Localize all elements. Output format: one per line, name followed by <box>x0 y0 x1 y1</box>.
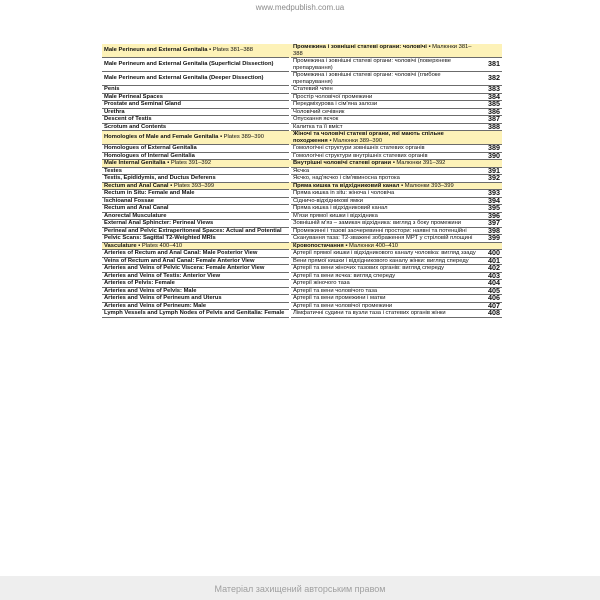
section-title-en: Male Internal Genitalia ▪ Plates 391–392 <box>102 160 289 168</box>
section-page-empty <box>478 44 502 58</box>
entry-title-ua: Пряма кишка і відхідниковий канал <box>291 205 478 213</box>
entry-title-ua: Гомологічні структури внутрішніх статевих органів <box>291 152 478 160</box>
section-title-ua-text: Промежина і зовнішні статеві органи: чоловічі <box>293 44 427 50</box>
entry-title-ua: Артерії та вени яєчка: вигляд спереду <box>291 272 478 280</box>
section-title-en: Rectum and Anal Canal ▪ Plates 393–399 <box>102 182 289 190</box>
entry-page-number: 385 <box>478 101 502 109</box>
entry-page-number: 405 <box>478 287 502 295</box>
entry-page-number: 397 <box>478 220 502 228</box>
entry-title-ua: Опускання яєчок <box>291 116 478 124</box>
section-title-en-text: Male Perineum and External Genitalia <box>104 47 208 54</box>
copyright-footer: Матеріал захищений авторським правом <box>214 584 386 594</box>
entry-page-number: 407 <box>478 302 502 310</box>
entry-page-number: 391 <box>478 167 502 175</box>
entry-title-en: Rectum and Anal Canal <box>102 205 289 213</box>
toc-entry-row <box>102 295 502 303</box>
entry-title-en: Urethra <box>102 108 289 116</box>
toc-entry-row <box>102 152 502 160</box>
entry-title-en: Ischioanal Fossae <box>102 197 289 205</box>
toc-entry-row <box>102 302 502 310</box>
section-title-en-text: Rectum and Anal Canal <box>104 182 169 189</box>
entry-page-number: 404 <box>478 280 502 288</box>
entry-page-number: 383 <box>478 86 502 94</box>
entry-title-ua: Передміхурова і сім'яна залози <box>291 101 478 109</box>
entry-title-en: Veins of Rectum and Anal Canal: Female Anterior View <box>102 257 289 265</box>
entry-title-ua: Пряма кишка in situ: жіноча і чоловіча <box>291 190 478 198</box>
toc-entry-row <box>102 93 502 101</box>
section-plates-ua: Малюнки 389–390 <box>333 137 383 144</box>
entry-page-number: 386 <box>478 108 502 116</box>
entry-title-ua: Сканування таза: Т2-зважені зображення МРТ у стріловій площині <box>291 235 478 243</box>
entry-page-number: 396 <box>478 212 502 220</box>
section-plates-ua: Малюнки 393–399 <box>404 182 454 189</box>
entry-title-en: Arteries and Veins of Perineum: Male <box>102 302 289 310</box>
entry-title-en: Prostate and Seminal Gland <box>102 101 289 109</box>
entry-page-number: 401 <box>478 257 502 265</box>
entry-title-ua: Зовнішній м'яз – замикач відхідника: вигляд з боку промежини <box>291 220 478 228</box>
section-title-en-text: Homologies of Male and Female Genitalia <box>104 134 219 141</box>
entry-page-number: 389 <box>478 145 502 153</box>
toc-entry-row <box>102 86 502 94</box>
section-header-row <box>102 182 502 190</box>
section-header-row <box>102 160 502 168</box>
entry-title-en: Descent of Testis <box>102 116 289 124</box>
entry-title-ua: Простір чоловічої промежини <box>291 93 478 101</box>
entry-title-ua: М'язи прямої кишки і відхідника <box>291 212 478 220</box>
contents-table <box>102 44 502 318</box>
toc-entry-row <box>102 123 502 131</box>
toc-entry-row <box>102 287 502 295</box>
entry-title-ua: Яєчко, над'яєчко і сім'явиносна протока <box>291 175 478 183</box>
section-title-ua-text: Кровопостачання <box>293 242 344 249</box>
entry-page-number: 384 <box>478 93 502 101</box>
toc-entry-row <box>102 108 502 116</box>
toc-entry-row <box>102 190 502 198</box>
section-header-row <box>102 44 502 58</box>
toc-entry-row <box>102 265 502 273</box>
section-plates-en: Plates 393–399 <box>173 182 215 189</box>
entry-title-ua: Промежина і зовнішні статеві органи: чоловічі (глибоке препарування) <box>291 72 478 86</box>
entry-title-en: Lymph Vessels and Lymph Nodes of Pelvis and Genitalia: Female <box>102 310 289 318</box>
toc-entry-row <box>102 220 502 228</box>
entry-title-ua: Промежинні і тазові заочеревинні простори: наявні та потенційні <box>291 227 478 235</box>
entry-title-en: Homologues of External Genitalia <box>102 145 289 153</box>
entry-title-en: Perineal and Pelvic Extraperitoneal Spaces: Actual and Potential <box>102 227 289 235</box>
entry-title-ua: Вени прямої кишки і відхідникового каналу жінки: вигляд спереду <box>291 257 478 265</box>
entry-page-number: 387 <box>478 116 502 124</box>
toc-entry-row <box>102 272 502 280</box>
toc-entry-row <box>102 175 502 183</box>
section-plates-en: Plates 389–390 <box>223 134 264 141</box>
entry-title-en: Rectum in Situ: Female and Male <box>102 190 289 198</box>
entry-page-number: 392 <box>478 175 502 183</box>
entry-title-ua: Артерії та вени жіночих тазових органів: вигляд спереду <box>291 265 478 273</box>
section-title-ua: Промежина і зовнішні статеві органи: чоловічі ▪ Малюнки 381–388 <box>291 44 478 58</box>
entry-page-number: 408 <box>478 310 502 318</box>
entry-title-ua: Артерії та вени чоловічої промежини <box>291 302 478 310</box>
entry-title-en: Arteries and Veins of Perineum and Uterus <box>102 295 289 303</box>
entry-title-en: Penis <box>102 86 289 94</box>
entry-page-number: 390 <box>478 152 502 160</box>
section-title-ua: Внутрішні чоловічі статеві органи ▪ Малюнки 391–392 <box>291 160 478 168</box>
entry-title-ua: Калитка та її вміст <box>291 123 478 131</box>
entry-title-ua: Артерії та вени чоловічого таза <box>291 287 478 295</box>
entry-page-number: 395 <box>478 205 502 213</box>
entry-title-en: Homologues of Internal Genitalia <box>102 152 289 160</box>
entry-title-ua: Промежина і зовнішні статеві органи: чоловічі (поверхневе препарування) <box>291 58 478 72</box>
section-title-ua: Пряма кишка та відхідниковий канал ▪ Малюнки 393–399 <box>291 182 478 190</box>
entry-title-en: Male Perineum and External Genitalia (Superficial Dissection) <box>102 58 289 72</box>
entry-page-number: 402 <box>478 265 502 273</box>
entry-page-number: 381 <box>478 58 502 72</box>
entry-title-en: Arteries and Veins of Pelvic Viscera: Female Anterior View <box>102 265 289 273</box>
contents-table-body <box>102 44 502 317</box>
entry-title-en: Testis, Epididymis, and Ductus Deferens <box>102 175 289 183</box>
section-title-ua-text: Внутрішні чоловічі статеві органи <box>293 160 392 166</box>
entry-title-ua: Артерії та вени промежини і матки <box>291 295 478 303</box>
entry-title-ua: Сідничо-відхідникові ямки <box>291 197 478 205</box>
entry-page-number: 382 <box>478 72 502 86</box>
section-title-ua-text: Пряма кишка та відхідниковий канал <box>293 182 400 189</box>
section-title-en: Vasculature ▪ Plates 400–410 <box>102 242 289 250</box>
toc-entry-row <box>102 101 502 109</box>
entry-title-en: Scrotum and Contents <box>102 123 289 131</box>
section-title-ua: Кровопостачання ▪ Малюнки 400–410 <box>291 242 478 250</box>
section-title-ua: Жіночі та чоловічі статеві органи, які мають спільне походження ▪ Малюнки 389–390 <box>291 131 478 145</box>
section-title-en-text: Male Internal Genitalia <box>104 160 166 166</box>
toc-entry-row <box>102 167 502 175</box>
entry-page-number: 399 <box>478 235 502 243</box>
entry-page-number: 406 <box>478 295 502 303</box>
entry-page-number: 403 <box>478 272 502 280</box>
entry-title-en: Arteries and Veins of Testis: Anterior View <box>102 272 289 280</box>
toc-entry-row <box>102 205 502 213</box>
toc-entry-row <box>102 212 502 220</box>
toc-entry-row <box>102 280 502 288</box>
entry-title-ua: Лімфатичні судини та вузли таза і статевих органів жінки <box>291 310 478 318</box>
site-url: www.medpublish.com.ua <box>255 3 345 12</box>
section-plates-en: Plates 381–388 <box>212 47 253 54</box>
section-title-ua-text: Жіночі та чоловічі статеві органи, які мають спільне походження <box>293 131 444 144</box>
entry-page-number: 400 <box>478 250 502 258</box>
entry-title-ua: Яєчка <box>291 167 478 175</box>
entry-title-ua: Чоловічий сечівник <box>291 108 478 116</box>
entry-title-ua: Артерії жіночого таза <box>291 280 478 288</box>
section-title-en-text: Vasculature <box>104 242 137 249</box>
entry-title-en: Anorectal Musculature <box>102 212 289 220</box>
section-header-row <box>102 131 502 145</box>
entry-page-number: 393 <box>478 190 502 198</box>
section-plates-en: Plates 391–392 <box>170 160 212 166</box>
section-plates-ua: Малюнки 391–392 <box>396 160 446 166</box>
entry-title-en: Pelvic Scans: Sagittal T2-Weighted MRIs <box>102 235 289 243</box>
entry-title-en: Arteries and Veins of Pelvis: Male <box>102 287 289 295</box>
toc-entry-row <box>102 145 502 153</box>
toc-entry-row <box>102 197 502 205</box>
section-header-row <box>102 242 502 250</box>
entry-title-en: Testes <box>102 167 289 175</box>
toc-entry-row <box>102 72 502 86</box>
entry-title-en: Arteries of Rectum and Anal Canal: Male Posterior View <box>102 250 289 258</box>
section-plates-ua: Малюнки 381–388 <box>293 44 472 57</box>
toc-entry-row <box>102 116 502 124</box>
toc-entry-row <box>102 257 502 265</box>
toc-entry-row <box>102 310 502 318</box>
entry-title-ua: Артерії прямої кишки і відхідникового каналу чоловіка: вигляд ззаду <box>291 250 478 258</box>
section-title-en: Homologies of Male and Female Genitalia ▪ Plates 389–390 <box>102 131 289 145</box>
entry-title-ua: Статевий член <box>291 86 478 94</box>
entry-title-en: Arteries of Pelvis: Female <box>102 280 289 288</box>
entry-title-en: Male Perineal Spaces <box>102 93 289 101</box>
section-plates-en: Plates 400–410 <box>141 242 183 249</box>
entry-title-en: Male Perineum and External Genitalia (Deeper Dissection) <box>102 72 289 86</box>
entry-title-ua: Гомологічні структури зовнішніх статевих органів <box>291 145 478 153</box>
toc-entry-row <box>102 235 502 243</box>
toc-entry-row <box>102 250 502 258</box>
section-plates-ua: Малюнки 400–410 <box>349 242 399 249</box>
entry-title-en: External Anal Sphincter: Perineal Views <box>102 220 289 228</box>
entry-page-number: 388 <box>478 123 502 131</box>
entry-page-number: 394 <box>478 197 502 205</box>
entry-page-number: 398 <box>478 227 502 235</box>
toc-entry-row <box>102 58 502 72</box>
section-title-en: Male Perineum and External Genitalia ▪ Plates 381–388 <box>102 44 289 58</box>
toc-entry-row <box>102 227 502 235</box>
